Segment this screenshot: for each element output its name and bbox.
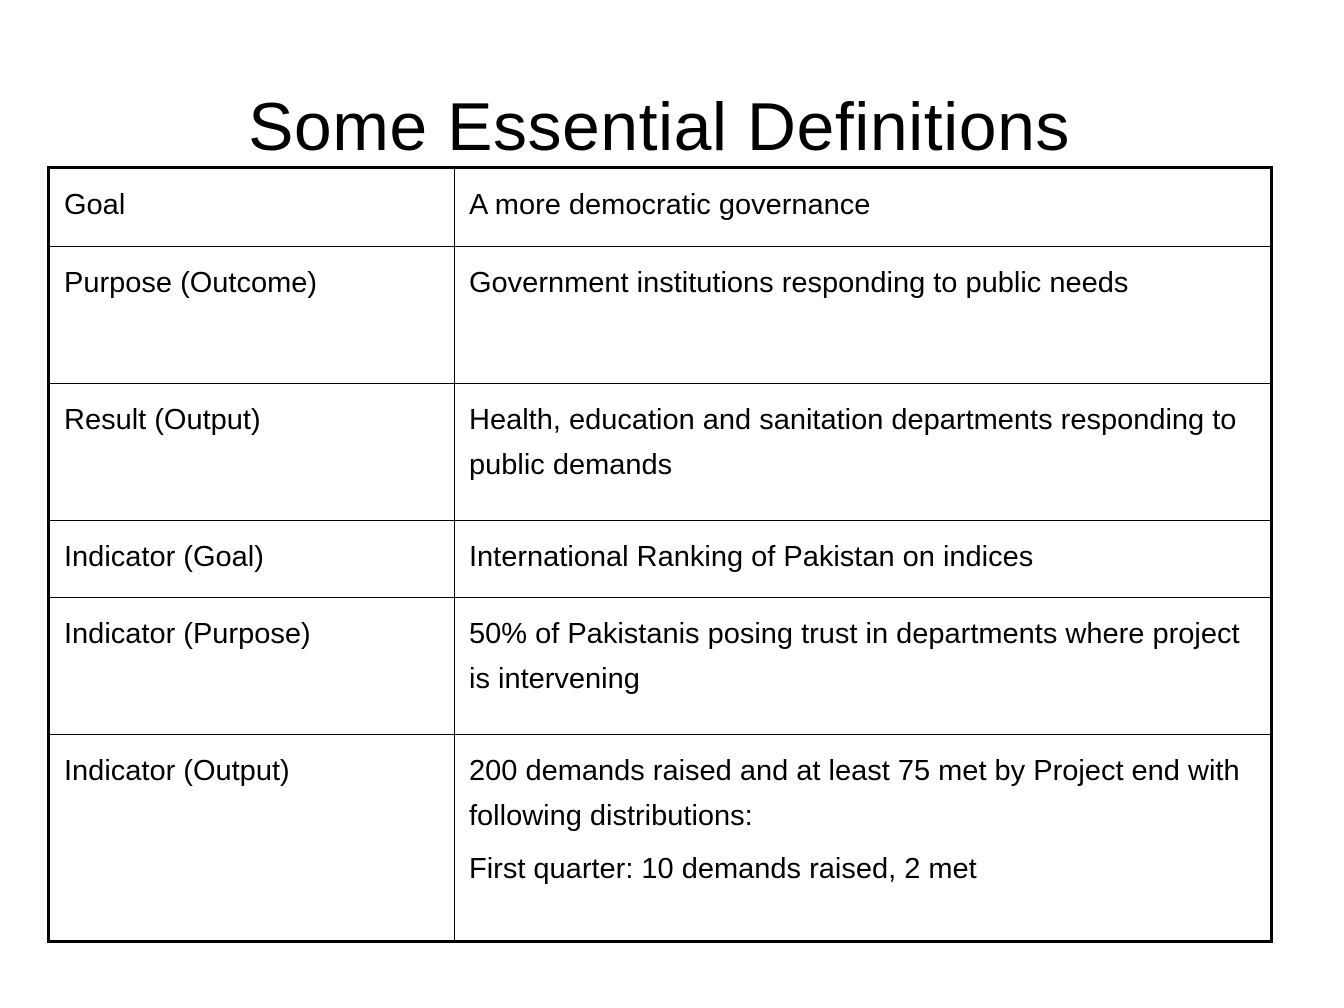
definition-cell — [455, 598, 1272, 735]
table-row — [49, 735, 1272, 942]
definition-text: International Ranking of Pakistan on indices — [469, 541, 1034, 573]
definition-cell — [455, 168, 1272, 247]
term-cell: Result (Output) — [49, 384, 455, 521]
term-cell: Purpose (Outcome) — [49, 247, 455, 384]
term-cell: Indicator (Purpose) — [49, 598, 455, 735]
definition-cell — [455, 521, 1272, 598]
slide-title: Some Essential Definitions — [248, 89, 1070, 165]
definition-text: Government institutions responding to public needs — [469, 267, 1129, 299]
definitions-table — [47, 166, 1273, 943]
term-cell: Goal — [49, 168, 455, 247]
definition-text: 50% of Pakistanis posing trust in departments where project is intervening — [469, 618, 1240, 695]
table-row — [49, 521, 1272, 598]
definition-cell — [455, 735, 1272, 942]
table-row — [49, 598, 1272, 735]
table-row — [49, 247, 1272, 384]
definition-cell — [455, 247, 1272, 384]
definition-text: Health, education and sanitation departments responding to public demands — [469, 404, 1237, 481]
term-cell: Indicator (Output) — [49, 735, 455, 942]
term-cell: Indicator (Goal) — [49, 521, 455, 598]
definition-text: A more democratic governance — [469, 189, 871, 221]
definition-cell — [455, 384, 1272, 521]
definition-text: 200 demands raised and at least 75 met by Project end with following distributions: — [469, 755, 1240, 832]
table-row — [49, 384, 1272, 521]
table-row — [49, 168, 1272, 247]
definition-text: First quarter: 10 demands raised, 2 met — [469, 853, 977, 885]
